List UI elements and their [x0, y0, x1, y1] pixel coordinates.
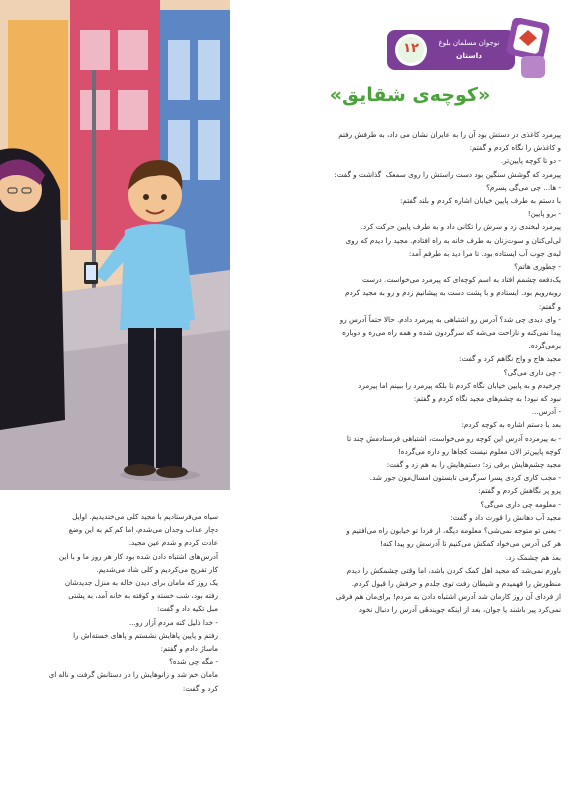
story-line: پیرمرد کاغذی در دستش بود آن را به عابران نشان می داد، به طرفش رفتم [338, 130, 561, 139]
story-line: مجید هاج و واج نگاهم کرد و گفت: [459, 354, 561, 364]
story-line: دچار عذاب وجدان می‌شدم، اما کم کم به این وضع [68, 525, 218, 535]
story-line: - خدا ذلیل کنه مردم آزار رو... [128, 617, 218, 627]
story-line: روبه‌رویم بود. ایستادم و با پشت دست به پیشانیم زدم و رو به مجید کردم [345, 288, 561, 298]
story-line: - یعنی تو متوجه نمی‌شی؟ معلومه دیگه، از فردا تو خیابون راه می‌افتیم و [346, 526, 561, 536]
story-line: برمی‌گرده. [528, 341, 561, 351]
story-line: باورم نمی‌شد که مجید اهل کمک کردن باشد، اما وقتی چشمکش را دیدم [346, 565, 561, 575]
story-line: - ها... چی می‌گی پسرم؟ [486, 182, 561, 192]
story-line: - مجب کاری کردی پسرا سرگرمی تابستون امسال‌مون جور شد. [369, 473, 561, 483]
story-line: - چی داری می‌گی؟ [503, 367, 561, 377]
story-line: - دو تا کوچه پایین‌تر. [500, 156, 561, 166]
section-badge [381, 18, 551, 82]
story-line: منظورش را فهمیدم و شیطان رفت توی جلدم و حرفش را قبول کردم. [351, 578, 561, 588]
story-line: - چطوری هاتم؟ [514, 262, 561, 272]
logo-icon [505, 18, 550, 78]
story-line: از فردای آن روز کارمان شد آدرس اشتباه دادن به مردم! برای‌مان هم فرقی [335, 592, 561, 602]
story-line: پیرمرد لبخندی زد و سرش را تکانی داد و به طرف پایین حرکت کرد. [360, 222, 561, 232]
story-line: بعد هم چشمک زد. [505, 552, 561, 562]
story-line: پرو پر نگاهش کردم و گفتم: [478, 486, 561, 496]
story-line: نبود که نبود! به چشم‌های مجید نگاه کردم و گفتم: [413, 394, 561, 404]
story-line: مبل تکیه داد و گفت: [157, 604, 218, 614]
story-line: - به پیرمرده آدرس این کوچه رو می‌خواست، اشتباهی فرستادمش چند تا [346, 433, 561, 443]
magazine-line: نوجوان مسلمان بلوغ [438, 39, 500, 47]
story-line: نمی‌کرد پیر باشند یا جوان، بعد از اینکه جویندهٔی آدرس را دنبال نخود [358, 605, 561, 615]
story-line: یک‌دفعه چشمم افتاد به اسم کوچه‌ای که پیرمرد می‌خواست. درست [362, 275, 561, 285]
old-woman-figure [0, 148, 65, 430]
story-column-right [249, 128, 561, 617]
story-line: چرخیدم و به پایین خیابان نگاه کردم تا بلکه پیرمرد را ببینم اما پیرمرد [358, 380, 561, 390]
story-line: سیاه می‌فرستادیم با مجید کلی می‌خندیدیم. اوایل [72, 512, 218, 521]
story-title: «کوچه‌ی شقایق» [329, 84, 491, 106]
story-line: ماساژ دادم و گفتم: [160, 644, 218, 654]
story-line: - مگه چی شده؟ [169, 657, 218, 667]
story-line: کوچه پایین‌تر الان معلوم نیست کجاها رو داره می‌گرده! [397, 446, 561, 456]
story-line: کرد و گفت: [182, 683, 218, 693]
page-number: ۱۲ [403, 41, 419, 56]
story-line: کار تفریح می‌کردیم و کلی شاد می‌شدیم. [96, 564, 218, 574]
story-line: پیرمرد که گوشش سنگین بود دست راستش را روی سمعک ‌ گذاشت و گفت: [334, 169, 561, 179]
story-line: لی‌لی‌کنان و سوت‌زنان به طرف خانه به راه افتادم. مجید را دیدم که روی [345, 235, 561, 245]
story-line: - برو پایین! [527, 209, 561, 219]
section-label: داستان [455, 51, 483, 60]
story-line: با دستم به طرف پایین خیابان اشاره کردم و بلند گفتم: [399, 196, 561, 206]
story-line: - وای دیدی چی شد؟ آدرس رو اشتباهی به پیرمرد دادم. حالا حتماً آدرس رو [339, 314, 561, 324]
story-line: بعد با دستم اشاره به کوچه کردم: [461, 420, 561, 430]
story-line: رفته بود، شب خسته و کوفته به خانه آمد، به پشتی [68, 591, 218, 601]
story-line: و کاغذش را نگاه کردم و گفتم: [469, 143, 561, 153]
story-line: یک روز که مامان برای دیدن خاله به منزل جدیدشان [64, 578, 218, 588]
story-line: مامان خم شد و زانوهایش را در دستانش گرفت و ناله ای [48, 670, 218, 680]
story-line: پیدا نمی‌کنه و ناراحت می‌شه که سرگردون شده و همه راه می‌ره و دوباره [342, 328, 561, 338]
story-line: رفتم و پایین پاهایش نشستم و پاهای خسته‌اش را [73, 630, 218, 640]
story-line: هر کی آدرس می‌خواد کمکش می‌کنیم تا آدرسش رو پیدا کنه! [380, 539, 561, 549]
story-line: مجید چشم‌هایش برقی زد؛ دستم‌هایش را به هم زد و گفت: [386, 460, 561, 470]
story-line: - آدرس... [531, 407, 561, 417]
story-line: و گفتم: [538, 301, 561, 311]
story-line: مجید آب دهانش را قورت داد و گفت: [450, 512, 561, 522]
story-line: - معلومه چی داری می‌گی؟ [480, 499, 561, 509]
story-column-left [22, 510, 218, 695]
story-line: آدرس‌های اشتباه دادن شده بود کار هر روز ما و با این [58, 551, 218, 561]
story-illustration [0, 0, 230, 490]
story-line: لبه‌ی جوب آب ایستاده بود. تا مرا دید به طرفم آمد: [408, 248, 561, 258]
story-line: عادت کردم و شدم عین مجید. [128, 538, 218, 548]
